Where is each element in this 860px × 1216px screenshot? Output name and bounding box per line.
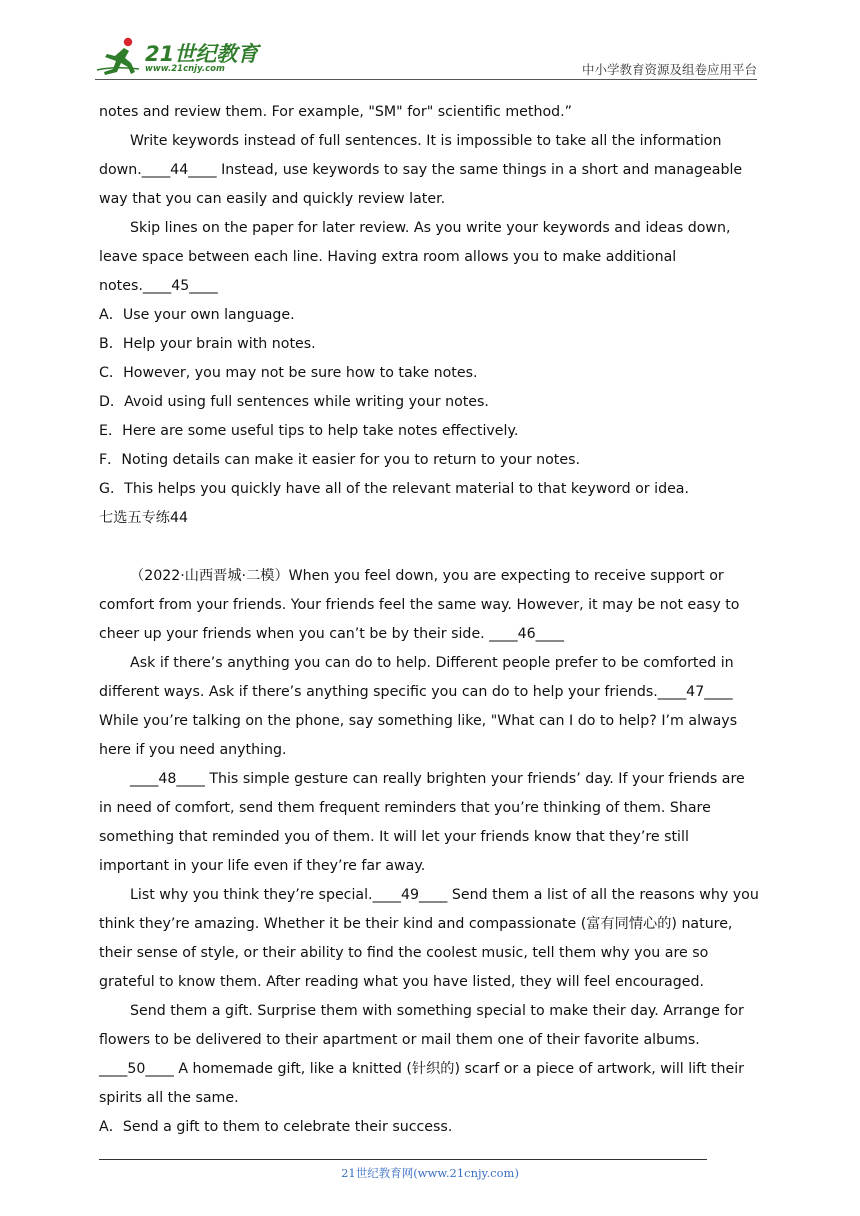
text-line: in need of comfort, send them frequent reminders that you’re thinking of them. Share: [99, 800, 711, 816]
text-line: [99, 156, 764, 185]
answer-blank-48: ____48____: [130, 771, 205, 787]
answer-blank-49: ____49____: [372, 887, 448, 903]
text-line: Ask if there’s anything you can do to help. Different people prefer to be comforted in: [130, 655, 734, 671]
text-line: important in your life even if they’re far away.: [99, 858, 426, 874]
blank-line: [99, 533, 764, 562]
text-line: grateful to know them. After reading what you have listed, they will feel encouraged.: [99, 974, 704, 990]
text-line: leave space between each line. Having extra room allows you to make additional: [99, 249, 677, 265]
text-line: their sense of style, or their ability to find the coolest music, tell them why you are so: [99, 945, 709, 961]
answer-blank-46: ____46____: [489, 626, 565, 642]
page-footer: 21世纪教育网(www.21cnjy.com): [341, 1166, 519, 1180]
text-line: [99, 765, 764, 794]
text-fragment: Send them a list of all the reasons why you: [447, 887, 759, 903]
site-logo: [95, 36, 265, 76]
text-line: way that you can easily and quickly review later.: [99, 191, 446, 207]
text-fragment: notes.: [99, 278, 143, 294]
option-item: B．Help your brain with notes.: [99, 336, 316, 352]
option-item: G．This helps you quickly have all of the relevant material to that keyword or idea.: [99, 481, 690, 497]
header-divider: [95, 79, 757, 80]
section-title: 七选五专练44: [99, 510, 188, 526]
page-header: [95, 36, 757, 80]
header-platform-text: 中小学教育资源及组卷应用平台: [581, 62, 757, 77]
text-line: something that reminded you of them. It will let your friends know that they’re still: [99, 829, 689, 845]
text-fragment: different ways. Ask if there’s anything specific you can do to help your friends.: [99, 684, 658, 700]
text-line: [99, 620, 764, 649]
logo-url: www.21cnjy.com: [145, 64, 225, 74]
text-fragment: cheer up your friends when you can’t be by their side.: [99, 626, 490, 642]
text-fragment: Instead, use keywords to say the same things in a short and manageable: [216, 162, 743, 178]
logo-title: 21世纪教育: [145, 42, 259, 66]
text-fragment: down.: [99, 162, 142, 178]
option-item: C．However, you may not be sure how to take notes.: [99, 365, 478, 381]
text-fragment: A homemade gift, like a knitted (针织的) scarf or a piece of artwork, will lift their: [173, 1061, 744, 1077]
answer-blank-45: ____45____: [142, 278, 218, 294]
text-line: （2022·山西晋城·二模）When you feel down, you are expecting to receive support or: [130, 568, 724, 584]
answer-blank-47: ____47____: [657, 684, 733, 700]
text-line: [99, 881, 764, 910]
text-line: Skip lines on the paper for later review. As you write your keywords and ideas down,: [130, 220, 731, 236]
option-item: F．Noting details can make it easier for you to return to your notes.: [99, 452, 580, 468]
option-item: A．Use your own language.: [99, 307, 295, 323]
text-line: [99, 272, 764, 301]
text-line: [99, 1055, 764, 1084]
option-item: D．Avoid using full sentences while writing your notes.: [99, 394, 489, 410]
text-line: think they’re amazing. Whether it be their kind and compassionate (富有同情心的) nature,: [99, 916, 733, 932]
document-body: [99, 98, 764, 1142]
answer-blank-44: ____44____: [141, 162, 217, 178]
text-fragment: List why you think they’re special.: [130, 887, 373, 903]
text-fragment: This simple gesture can really brighten your friends’ day. If your friends are: [204, 771, 745, 787]
text-line: [99, 678, 764, 707]
running-figure-icon: [95, 36, 141, 76]
text-line: spirits all the same.: [99, 1090, 239, 1106]
option-item: E．Here are some useful tips to help take notes effectively.: [99, 423, 519, 439]
text-line: While you’re talking on the phone, say something like, "What can I do to help? I’m always: [99, 713, 738, 729]
text-line: flowers to be delivered to their apartment or mail them one of their favorite albums.: [99, 1032, 700, 1048]
text-line: Write keywords instead of full sentences. It is impossible to take all the information: [130, 133, 722, 149]
answer-blank-50: ____50____: [99, 1061, 174, 1077]
text-line: Send them a gift. Surprise them with something special to make their day. Arrange for: [130, 1003, 744, 1019]
footer-divider: [99, 1159, 707, 1160]
option-item: A．Send a gift to them to celebrate their success.: [99, 1119, 453, 1135]
text-line: here if you need anything.: [99, 742, 287, 758]
text-line: comfort from your friends. Your friends feel the same way. However, it may be not easy to: [99, 597, 740, 613]
text-line: notes and review them. For example, "SM" for" scientific method.”: [99, 104, 572, 120]
